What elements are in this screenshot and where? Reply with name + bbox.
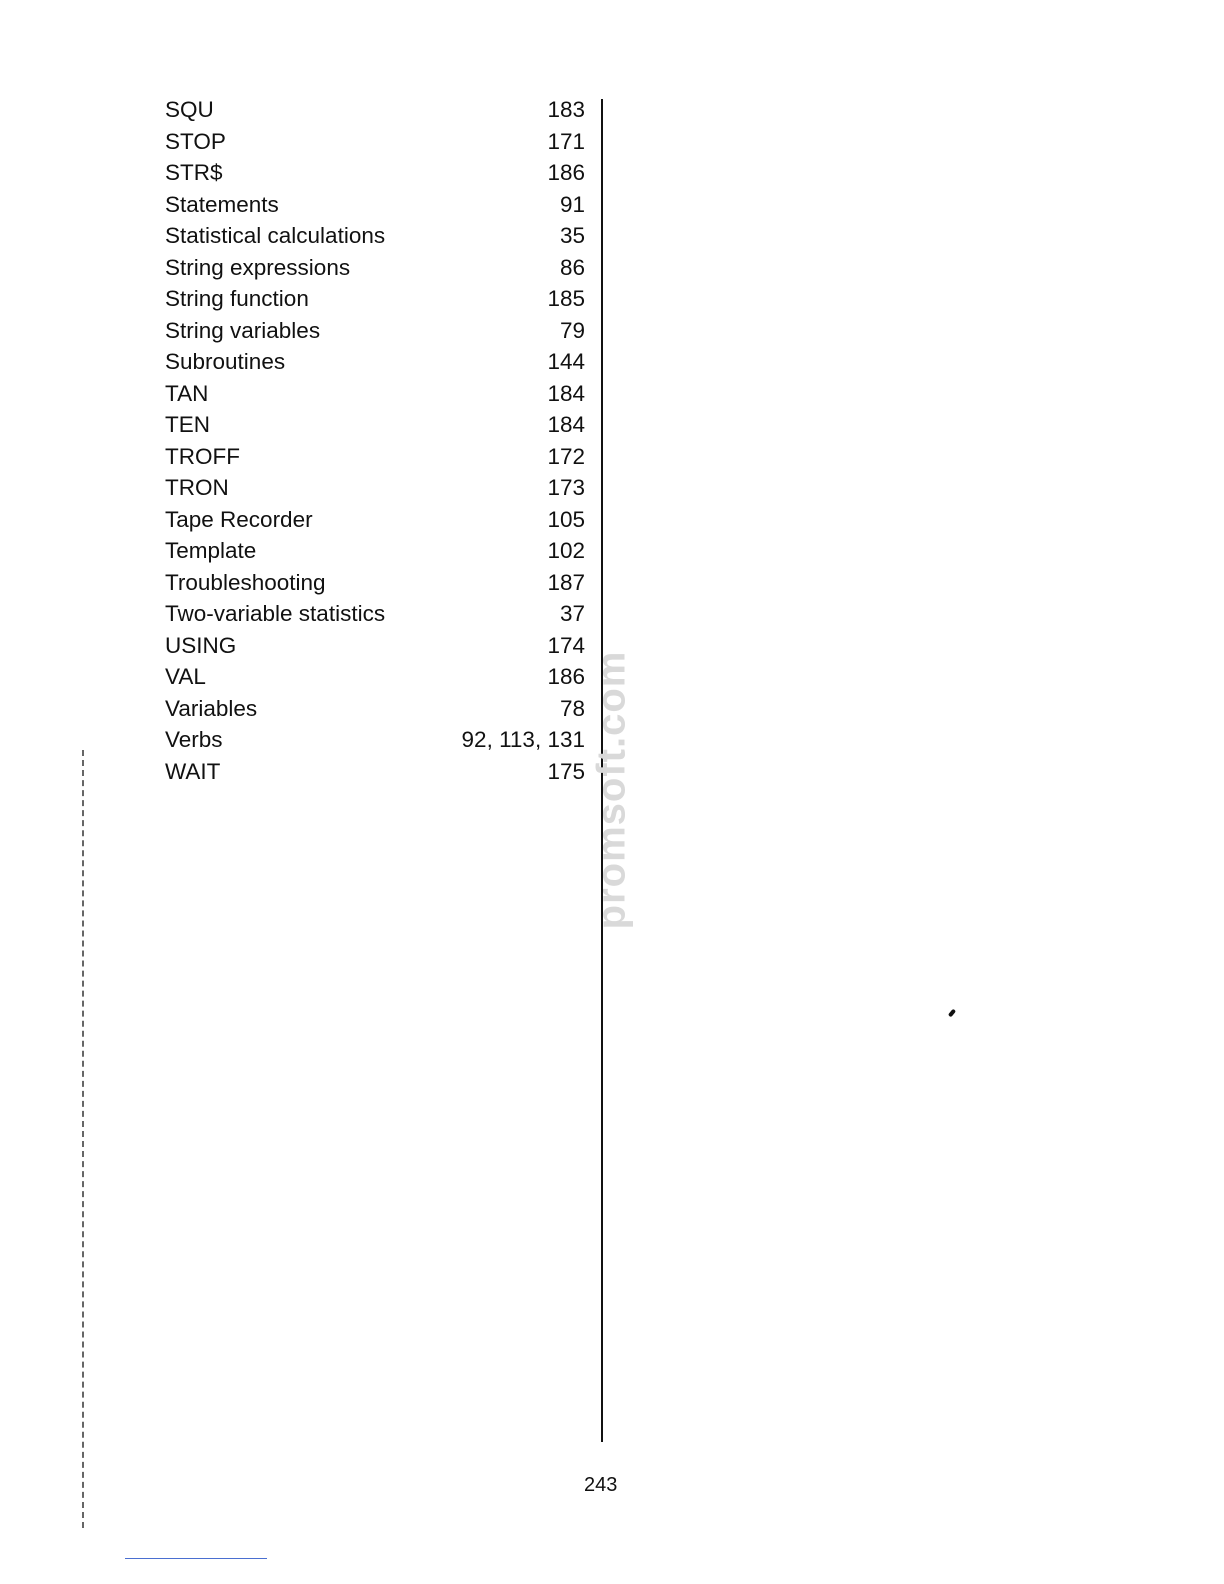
index-entry (165, 693, 590, 725)
index-list (165, 94, 590, 787)
entry-term: TRON (165, 475, 229, 500)
entry-term: Statistical calculations (165, 223, 386, 248)
entry-term: TROFF (165, 443, 240, 469)
index-entry (165, 189, 590, 221)
index-entry (165, 724, 590, 756)
entry-pages: 175 (547, 758, 585, 784)
entry-pages: 105 (547, 506, 585, 532)
index-entry (165, 535, 590, 567)
index-entry (165, 252, 590, 284)
entry-term: Variables (165, 695, 258, 721)
entry-pages: 174 (547, 632, 585, 658)
entry-pages: 172 (547, 443, 585, 469)
entry-term: Verbs (165, 727, 223, 752)
page-number: 243 (584, 1474, 618, 1496)
index-entry (165, 220, 590, 252)
entry-pages: 184 (547, 412, 585, 437)
entry-pages: 186 (547, 664, 585, 689)
index-entry (165, 441, 590, 473)
index-entry (165, 661, 590, 693)
entry-term: Troubleshooting (165, 569, 326, 595)
index-entry (165, 567, 590, 599)
entry-pages: 171 (547, 128, 585, 154)
index-entry (165, 346, 590, 378)
index-entry (165, 378, 590, 410)
entry-pages: 92, 113, 131 (461, 727, 585, 752)
index-entry (165, 126, 590, 158)
entry-term: WAIT (165, 758, 221, 784)
entry-term: TEN (165, 412, 210, 437)
entry-pages: 185 (547, 286, 585, 311)
entry-term: Two-variable statistics (165, 601, 386, 626)
entry-term: Statements (165, 191, 279, 217)
entry-term: Tape Recorder (165, 506, 313, 532)
index-entry (165, 756, 590, 788)
index-entry (165, 472, 590, 504)
entry-term: STR$ (165, 160, 223, 185)
entry-pages: 186 (547, 160, 585, 185)
entry-pages: 183 (547, 97, 585, 122)
entry-pages: 184 (547, 380, 585, 406)
entry-pages: 79 (559, 317, 585, 343)
index-entry (165, 283, 590, 315)
entry-term: String expressions (165, 254, 351, 280)
index-entry (165, 157, 590, 189)
index-entry (165, 504, 590, 536)
watermark: promsoft.com (589, 650, 634, 930)
entry-term: TAN (165, 380, 209, 406)
entry-term: Template (165, 538, 257, 563)
entry-pages: 144 (547, 349, 585, 374)
entry-pages: 173 (547, 475, 585, 500)
entry-pages: 78 (559, 695, 585, 721)
entry-pages: 86 (559, 254, 585, 280)
index-entry (165, 630, 590, 662)
entry-term: VAL (165, 664, 206, 689)
entry-pages: 102 (547, 538, 585, 563)
entry-pages: 187 (547, 569, 585, 595)
entry-term: String variables (165, 317, 321, 343)
bottom-rule (125, 1558, 267, 1559)
index-entry (165, 598, 590, 630)
entry-term: STOP (165, 128, 226, 154)
ink-speck (948, 1009, 956, 1018)
index-entry (165, 94, 590, 126)
index-entry (165, 315, 590, 347)
entry-pages: 91 (559, 191, 585, 217)
entry-pages: 35 (559, 223, 585, 248)
entry-pages: 37 (559, 601, 585, 626)
entry-term: SQU (165, 97, 214, 122)
index-entry (165, 409, 590, 441)
entry-term: Subroutines (165, 349, 286, 374)
margin-scan-line (82, 750, 84, 1528)
entry-term: USING (165, 632, 237, 658)
entry-term: String function (165, 286, 309, 311)
